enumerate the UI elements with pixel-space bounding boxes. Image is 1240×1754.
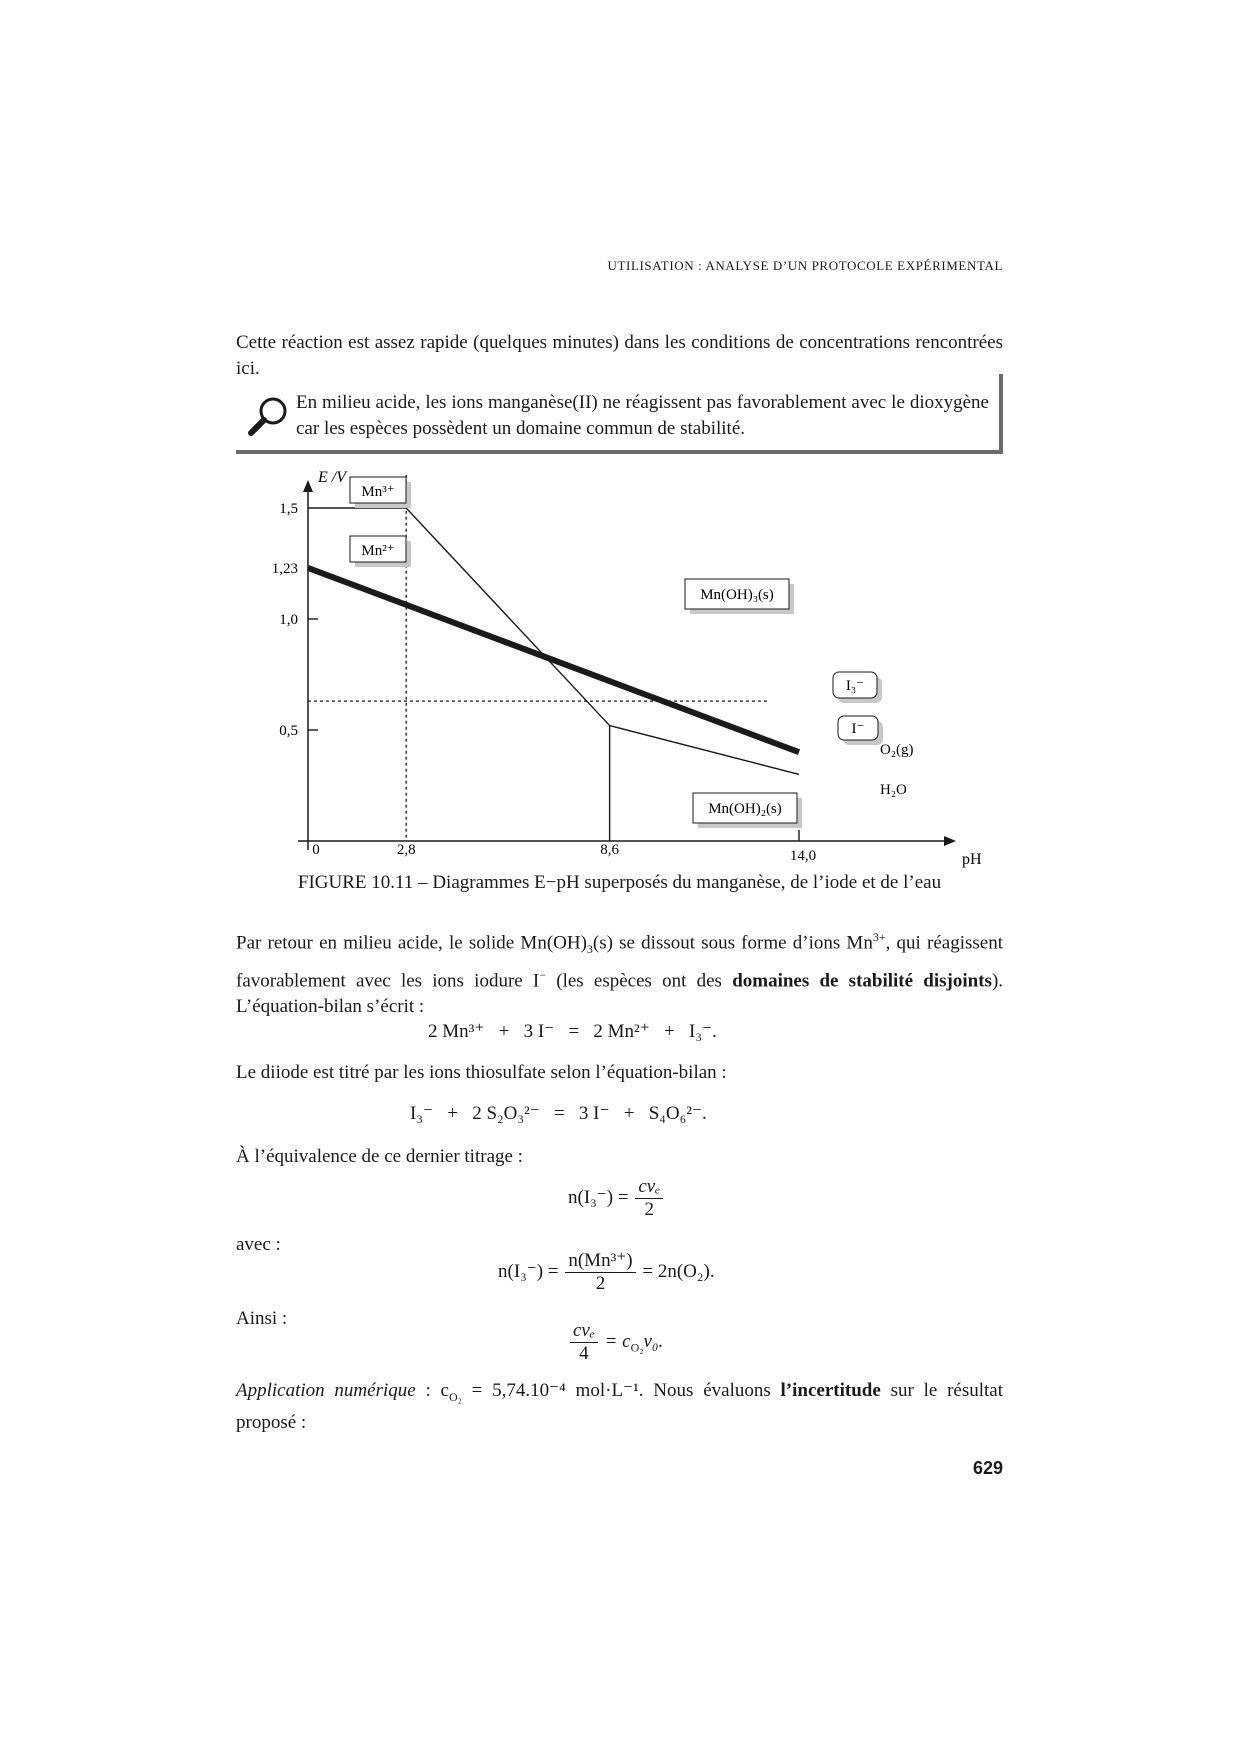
eq4-den: 2 xyxy=(595,1273,606,1294)
p6-b: = 5,74.10⁻⁴ mol·L⁻¹. Nous évaluons xyxy=(461,1380,781,1401)
page-number: 629 xyxy=(972,1458,1003,1478)
eq5-sub: O₂ xyxy=(630,1340,644,1355)
label-mn2-text: Mn²⁺ xyxy=(361,543,395,559)
caption-text: – Diagrammes E−pH superposés du manganèse, de l’iode et de l’eau xyxy=(413,872,942,893)
p6-sub: O₂ xyxy=(448,1389,462,1404)
eq4-rhs: = 2n(O₂). xyxy=(642,1260,715,1282)
eq4-num: n(Mn³⁺) xyxy=(565,1250,635,1273)
eq3-den: 2 xyxy=(644,1199,655,1220)
equation-1: 2 Mn³⁺ + 3 I⁻ = 2 Mn²⁺ + I₃⁻. xyxy=(428,1021,717,1042)
label-o2: O₂(g) xyxy=(880,742,914,758)
note-text: En milieu acide, les ions manganèse(II) ne réagissent pas favorablement avec le dioxygène car les espèces possèdent un domaine commun de stabilité. xyxy=(296,392,989,439)
y-tick-label-0: 0,5 xyxy=(279,723,298,739)
y-axis-arrow xyxy=(303,480,313,492)
eq3-fraction xyxy=(635,1176,663,1221)
label-i xyxy=(838,716,883,745)
p6-italic: Application numérique xyxy=(236,1380,416,1401)
p6-a: : c xyxy=(415,1380,449,1401)
equation-5 xyxy=(568,1320,663,1365)
x-tick-label-3: 14,0 xyxy=(789,848,817,864)
eq4-fraction xyxy=(565,1250,635,1295)
eq4-lhs: n(I₃⁻) = xyxy=(498,1260,559,1282)
label-mn3 xyxy=(350,477,411,508)
p6-bold: l’incertitude xyxy=(780,1380,881,1401)
p1-sup2: − xyxy=(539,968,547,983)
eq3-lhs: n(I₃⁻) = xyxy=(568,1186,629,1208)
x-tick-label-2: 8,6 xyxy=(600,842,619,858)
p1-a: Par retour en milieu acide, le solide Mn(OH) xyxy=(236,932,587,954)
x-tick-label-1: 2,8 xyxy=(396,842,416,858)
body-paragraph-1 xyxy=(236,924,1003,1020)
y-tick-label-2: 1,23 xyxy=(271,560,298,577)
label-mnoh3-text: Mn(OH)₃(s) xyxy=(700,587,774,603)
eq3-num: cvₑ xyxy=(635,1176,663,1199)
label-h2o: H₂O xyxy=(880,782,907,798)
caption-label: FIGURE 10.11 xyxy=(297,872,414,893)
label-mnoh2-text: Mn(OH)₂(s) xyxy=(708,801,782,817)
y-axis-label: E /V xyxy=(318,469,346,486)
p1-e: ). L’équation-bilan s’écrit : xyxy=(236,970,1004,1018)
x-axis-arrow xyxy=(944,836,956,846)
p1-d: (les espèces ont des xyxy=(546,970,733,992)
label-mnoh3 xyxy=(685,579,794,614)
equation-4 xyxy=(498,1250,715,1295)
eq5-rhs: = c xyxy=(604,1330,631,1352)
label-i3-text: I₃⁻ xyxy=(845,678,865,694)
eq5-fraction xyxy=(570,1320,598,1365)
body-paragraph-6 xyxy=(236,1378,1003,1436)
x-axis-label: pH xyxy=(962,851,982,868)
y-tick-label-3: 1,5 xyxy=(279,501,298,517)
body-paragraph-2: Le diiode est titré par les ions thiosulfate selon l’équation-bilan : xyxy=(236,1062,727,1083)
y-tick-label-1: 1,0 xyxy=(279,612,298,628)
x-tick-label-0: 0 xyxy=(312,842,320,858)
eph-chart xyxy=(236,458,1003,868)
body-paragraph-3: À l’équivalence de ce dernier titrage : xyxy=(236,1146,523,1167)
series-line-3 xyxy=(610,726,799,775)
body-paragraph-4: avec : xyxy=(236,1234,281,1255)
label-mnoh2 xyxy=(693,793,802,828)
label-mn2 xyxy=(350,536,411,567)
p1-b: (s) se dissout sous forme d’ions Mn xyxy=(592,932,873,954)
intro-paragraph: Cette réaction est assez rapide (quelques minutes) dans les conditions de concentrations rencontrées ici. xyxy=(236,332,1003,379)
figure-caption xyxy=(236,872,1003,894)
p1-sub: 3 xyxy=(586,942,593,957)
p1-sup: 3+ xyxy=(872,930,886,944)
body-paragraph-5: Ainsi : xyxy=(236,1308,288,1329)
p6-c: sur le résultat proposé : xyxy=(236,1380,1003,1433)
equation-3 xyxy=(568,1176,665,1221)
note-box xyxy=(236,374,1003,454)
label-mn3-text: Mn³⁺ xyxy=(361,484,395,500)
magnifier-icon xyxy=(246,394,290,443)
equation-2: I₃⁻ + 2 S₂O₃²⁻ = 3 I⁻ + S₄O₆²⁻. xyxy=(410,1103,707,1124)
running-header: UTILISATION : ANALYSE D’UN PROTOCOLE EXPÉRIMENTAL xyxy=(607,258,1003,273)
eq5-den: 4 xyxy=(579,1343,589,1364)
p1-bold: domaines de stabilité disjoints xyxy=(732,970,992,992)
eq5-num: cvₑ xyxy=(570,1320,598,1343)
p1-c: , qui réagissent favorablement avec les ions iodure I xyxy=(236,932,1003,992)
label-i3 xyxy=(833,672,882,703)
eq5-rhs2: v₀. xyxy=(643,1330,664,1352)
label-i-text: I⁻ xyxy=(851,721,865,737)
